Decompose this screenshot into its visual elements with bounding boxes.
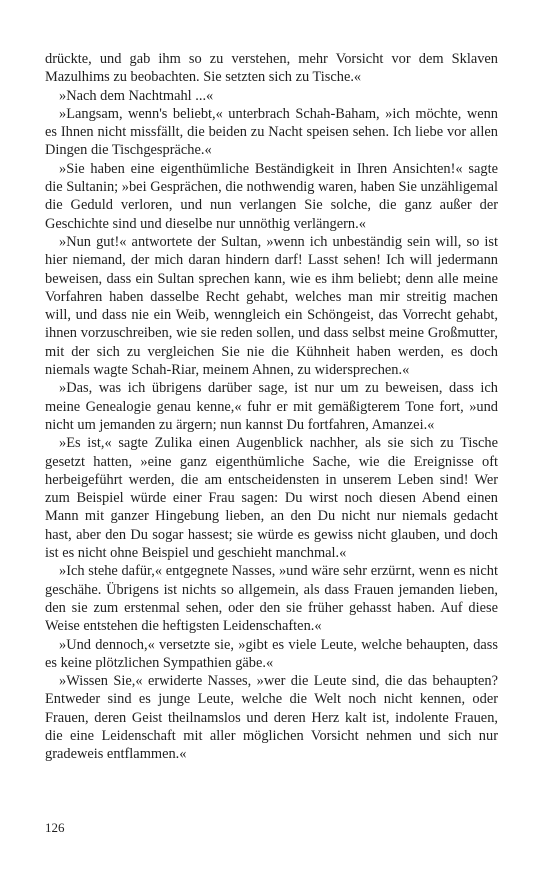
paragraph-10: »Wissen Sie,« erwiderte Nasses, »wer die Leute sind, die das behaupten? Entweder sind es junge Leute, welche die Welt noch nicht kennen, oder Frauen, deren Geist theilnamslos und deren Herz kalt ist, indolente Frauen, die eine Leidenschaft mit aller möglichen Vorsicht nehmen und sich nur gradeweis entflammen.« — [45, 673, 498, 763]
page-number: 126 — [45, 820, 65, 835]
paragraph-7: »Es ist,« sagte Zulika einen Augenblick nachher, als sie sich zu Tische gesetzt hatten, »eine ganz eigenthümliche Sache, wie die Ereignisse oft herbeigeführt werden, die am entscheidensten in unserem Leben sind! Wer zum Beispiel würde einer Frau sagen: Du wirst noch diesen Abend einen Mann mit ganzer Hingebung lieben, an den Du nicht nur niemals gedacht hast, aber den Du sogar hassest; sie würde es gewiss nicht glauben, und doch ist es nicht ohne Beispiel und geschieht manchmal.« — [45, 435, 498, 562]
paragraph-6: »Das, was ich übrigens darüber sage, ist nur um zu beweisen, dass ich meine Genealogie genau kenne,« fuhr er mit gemäßigterem Tone fort, »und nicht um jemanden zu ärgern; nun kannst Du fortfahren, Amanzei.« — [45, 380, 498, 433]
paragraph-8: »Ich stehe dafür,« entgegnete Nasses, »und wäre sehr erzürnt, wenn es nicht geschähe. Übrigens ist nichts so allgemein, als dass Frauen jemanden lieben, den sie zum erstenmal sehen, oder den sie früher gehasst haben. Auf diese Weise entstehen die heftigsten Leidenschaften.« — [45, 563, 498, 635]
paragraph-9: »Und dennoch,« versetzte sie, »gibt es viele Leute, welche behaupten, dass es keine plötzlichen Sympathien gäbe.« — [45, 636, 498, 671]
paragraph-5: »Nun gut!« antwortete der Sultan, »wenn ich unbeständig sein will, so ist hier niemand, der mich daran hindern darf! Lasst sehen! Ich will jedermann beweisen, dass ein Sultan sprechen kann, wie es ihm beliebt; denn alle meine Vorfahren haben dasselbe Recht gehabt, welches man mir streitig machen will, und dass nie ein Weib, wenngleich ein Schöngeist, das Vorrecht gehabt, ihnen vorzuschreiben, wie sie reden sollen, und dass selbst meine Großmutter, mit der sich zu vergleichen Sie nie die Kühnheit haben werden, es doch niemals wagte Schah-Riar, meinem Ahnen, zu widersprechen.« — [45, 233, 498, 379]
paragraph-1: drückte, und gab ihm so zu verstehen, mehr Vorsicht vor dem Sklaven Mazulhims zu beobachten. Sie setzten sich zu Tische.« — [45, 51, 498, 86]
paragraph-4: »Sie haben eine eigenthümliche Beständigkeit in Ihren Ansichten!« sagte die Sultanin; »bei Gesprächen, die nothwendig waren, haben Sie unzähligemal die Geduld verloren, und nun verlangen Sie solche, die ganz außer der Geschichte sind und dieselbe nur unnöthig verlängern.« — [45, 160, 498, 232]
page-body — [45, 50, 498, 764]
paragraph-3: »Langsam, wenn's beliebt,« unterbrach Schah-Baham, »ich möchte, wenn es Ihnen nicht missfällt, die beiden zu Nacht speisen sehen. Ich liebe vor allen Dingen die Tischgespräche.« — [45, 105, 498, 159]
paragraph-2: »Nach dem Nachtmahl ...« — [59, 87, 214, 104]
